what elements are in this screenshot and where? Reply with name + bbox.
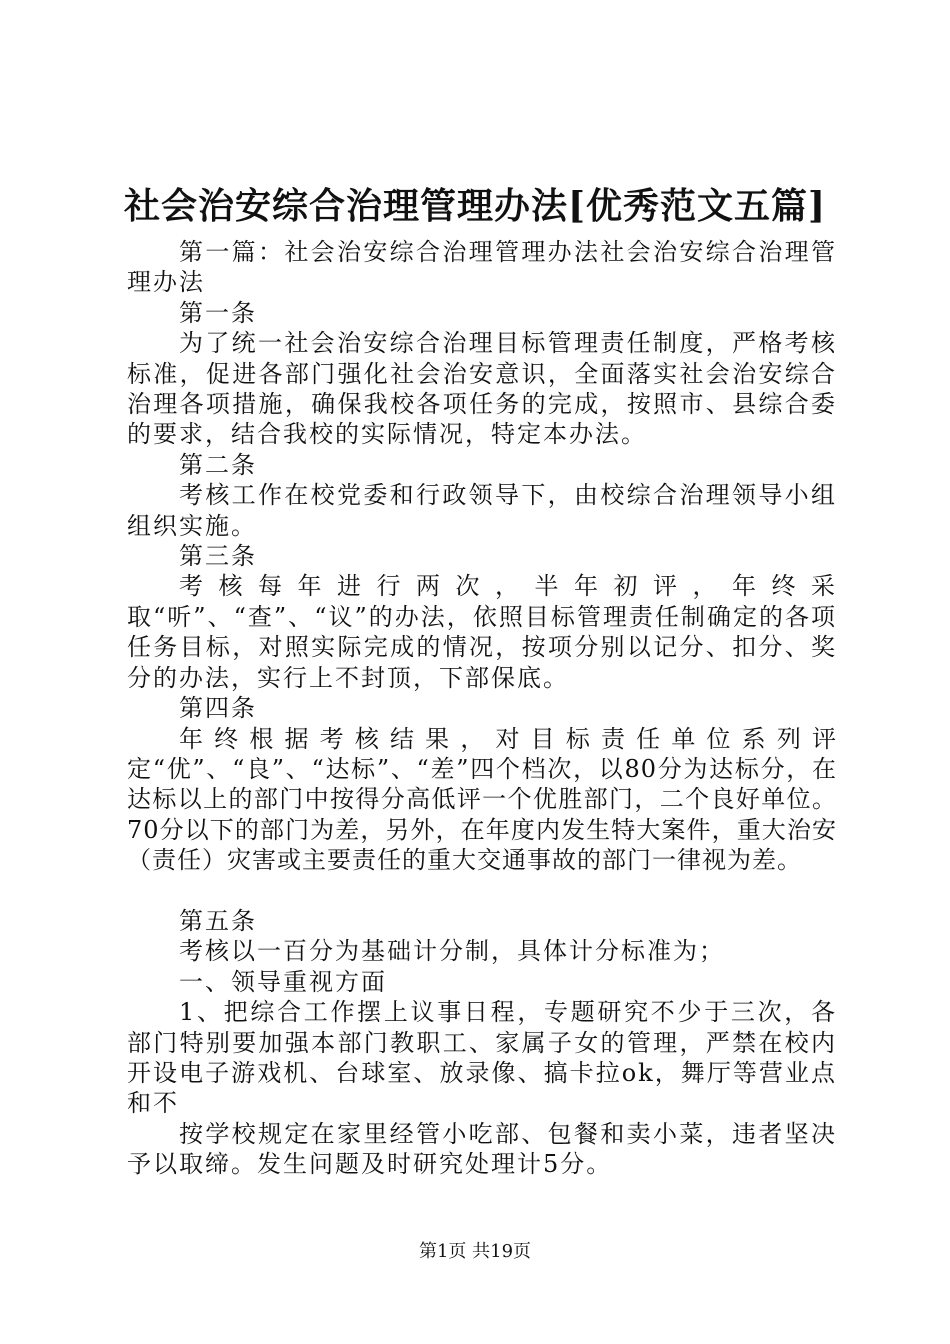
article-2-heading: 第二条	[179, 450, 257, 479]
paragraph-chapter-heading: 第一篇：社会治安综合治理管理办法社会治安综合治理管理办法	[127, 238, 837, 297]
item-1-continuation: 按学校规定在家里经管小吃部、包餐和卖小菜，违者坚决予以取缔。发生问题及时研究处理计5分。	[127, 1119, 837, 1179]
article-5-text: 考核以一百分为基础计分制，具体计分标准为；	[179, 937, 725, 966]
article-3-text: 考核每年进行两次，半年初评，年终采取“听”、“查”、“议”的办法，依照目标管理责任制确定的各项任务目标，对照实际完成的情况，按项分别以记分、扣分、奖分的办法，实行上不封顶，下部保底。	[127, 572, 837, 692]
paragraph-spacer	[127, 876, 837, 906]
document-title: 社会治安综合治理管理办法[优秀范文五篇]	[123, 185, 827, 227]
article-1-text: 为了统一社会治安综合治理目标管理责任制度，严格考核标准，促进各部门强化社会治安意识，全面落实社会治安综合治理各项措施，确保我校各项任务的完成，按照市、县综合委的要求，结合我校的实际情况，特定本办法。	[127, 329, 837, 449]
article-4-heading: 第四条	[179, 694, 257, 723]
article-2-text: 考核工作在校党委和行政领导下，由校综合治理领导小组组织实施。	[127, 481, 837, 540]
page-number-footer: 第1页 共19页	[418, 1241, 532, 1262]
article-1-heading: 第一条	[179, 298, 257, 327]
article-4-text: 年终根据考核结果，对目标责任单位系列评定“优”、“良”、“达标”、“差”四个档次，以80分为达标分，在达标以上的部门中按得分高低评一个优胜部门，二个良好单位。70分以下的部门为差，另外，在年度内发生特大案件，重大治安（责任）灾害或主要责任的重大交通事故的部门一律视为差。	[127, 724, 837, 875]
article-5-heading: 第五条	[179, 906, 257, 935]
item-1-text: 1、把综合工作摆上议事日程，专题研究不少于三次，各部门特别要加强本部门教职工、家属子女的管理，严禁在校内开设电子游戏机、台球室、放录像、搞卡拉ok，舞厅等营业点和不	[127, 998, 837, 1118]
section-1-heading: 一、领导重视方面	[179, 967, 387, 996]
article-3-heading: 第三条	[179, 542, 257, 571]
document-body	[127, 237, 837, 1180]
